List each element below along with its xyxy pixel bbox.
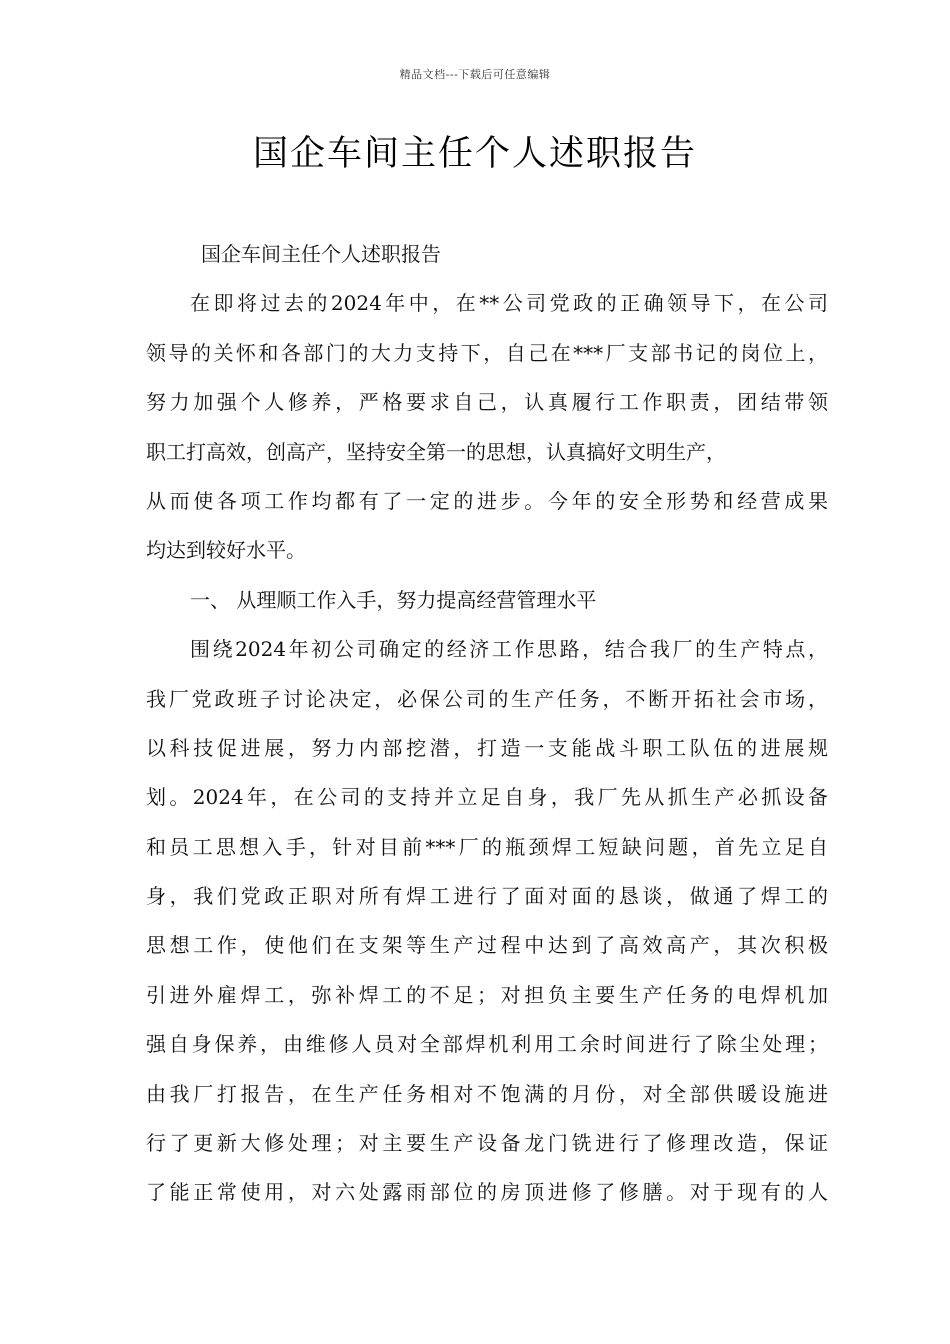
paragraph-line: 强自身保养，由维修人员对全部焊机利用工余时间进行了除尘处理；: [146, 1032, 828, 1057]
paragraph-line: 在即将过去的2024年中，在**公司党政的正确领导下，在公司: [190, 291, 828, 316]
paragraph-line: 和员工思想入手，针对目前***厂的瓶颈焊工短缺问题，首先立足自: [146, 834, 828, 859]
paragraph-line: 领导的关怀和各部门的大力支持下，自己在***厂支部书记的岗位上，: [146, 340, 828, 365]
paragraph-line: 思想工作，使他们在支架等生产过程中达到了高效高产，其次积极: [146, 933, 828, 958]
paragraph-line: 了能正常使用，对六处露雨部位的房顶进修了修膳。对于现有的人: [146, 1180, 828, 1205]
paragraph-line: 引进外雇焊工，弥补焊工的不足；对担负主要生产任务的电焊机加: [146, 982, 828, 1007]
paragraph-line: 行了更新大修处理；对主要生产设备龙门铣进行了修理改造，保证: [146, 1131, 828, 1156]
document-title: 国企车间主任个人述职报告: [252, 134, 697, 174]
paragraph-line: 均达到较好水平。: [146, 538, 306, 563]
document-subtitle: 国企车间主任个人述职报告: [201, 242, 441, 266]
paragraph-line: 以科技促进展，努力内部挖潜，打造一支能战斗职工队伍的进展规: [146, 735, 828, 760]
paragraph-line: 身，我们党政正职对所有焊工进行了面对面的恳谈，做通了焊工的: [146, 884, 828, 909]
paragraph-line: 努力加强个人修养，严格要求自己，认真履行工作职责，团结带领: [146, 390, 828, 415]
paragraph-line: 由我厂打报告，在生产任务相对不饱满的月份，对全部供暖设施进: [146, 1081, 828, 1106]
document-body: [146, 230, 828, 1218]
paragraph-line: 从而使各项工作均都有了一定的进步。今年的安全形势和经营成果: [146, 488, 828, 513]
header-note: 精品文档---下载后可任意编辑: [399, 68, 551, 81]
section-heading: 一、 从理顺工作入手，努力提高经营管理水平: [190, 587, 597, 612]
paragraph-line: 我厂党政班子讨论决定，必保公司的生产任务，不断开拓社会市场，: [146, 686, 828, 711]
paragraph-line: 围绕2024年初公司确定的经济工作思路，结合我厂的生产特点，: [190, 637, 828, 662]
paragraph-line: 职工打高效，创高产，坚持安全第一的思想，认真搞好文明生产，: [146, 439, 726, 464]
paragraph-line: 划。2024年，在公司的支持并立足自身，我厂先从抓生产必抓设备: [146, 785, 828, 810]
